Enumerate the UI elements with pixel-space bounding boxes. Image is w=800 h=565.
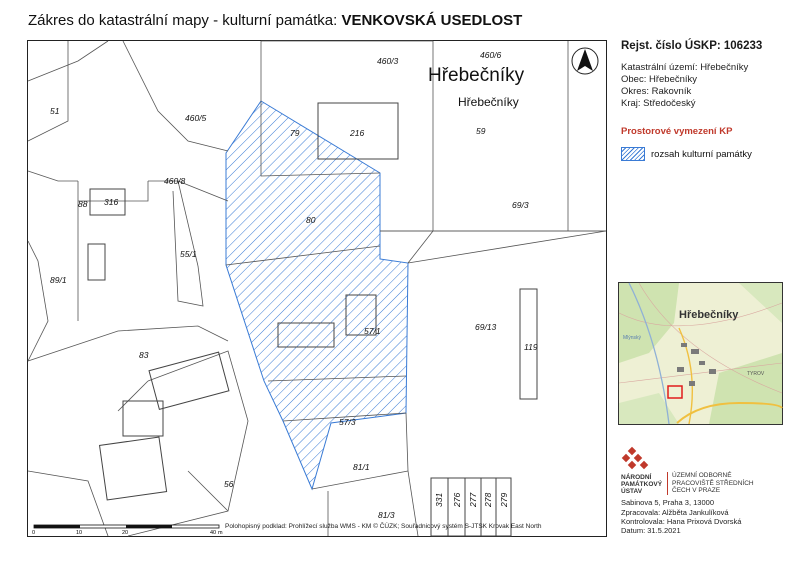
parcel-88: 88	[78, 199, 88, 209]
overview-map[interactable]	[618, 282, 783, 425]
credit-line: Datum: 31.5.2021	[621, 526, 681, 535]
npu-logo-icon	[621, 448, 651, 472]
parcel-69-13: 69/13	[475, 322, 497, 332]
parcel-81-3: 81/3	[378, 510, 395, 520]
registration-number: Rejst. číslo ÚSKP: 106233	[621, 40, 763, 52]
scale-tick-40: 40	[210, 530, 217, 536]
credit-line: Kontrolovala: Hana Prixová Dvorská	[621, 517, 742, 526]
place-name-large: Hřebečníky	[428, 65, 525, 86]
parcel-276: 276	[452, 492, 462, 507]
scale-tick-10: 10	[76, 530, 83, 536]
parcel-278: 278	[483, 492, 493, 507]
parcel-460-6: 460/6	[480, 50, 502, 60]
legend-title: Prostorové vymezení KP	[621, 126, 733, 137]
meta-line: Kraj: Středočeský	[621, 98, 696, 109]
parcel-83: 83	[139, 350, 149, 360]
overview-label: Hřebečníky	[679, 309, 739, 321]
institution-name-line: PAMÁTKOVÝ	[621, 481, 663, 488]
parcel-79: 79	[290, 128, 300, 138]
overview-canvas	[619, 283, 782, 424]
info-panel	[611, 40, 781, 535]
meta-line: Okres: Rakovník	[621, 86, 692, 97]
title-prefix: Zákres do katastrální mapy - kulturní památka:	[28, 12, 338, 29]
overview-label-small: Mlýnský	[623, 335, 642, 341]
parcel-331: 331	[434, 492, 444, 507]
parcel-80: 80	[306, 215, 316, 225]
parcel-316: 316	[104, 197, 119, 207]
overview-label-right: TYROV	[747, 371, 765, 377]
scale-unit: m	[218, 530, 223, 536]
parcel-119: 119	[524, 342, 538, 352]
parcel-460-5: 460/5	[185, 113, 207, 123]
parcel-69-3: 69/3	[512, 200, 529, 210]
credits	[621, 508, 741, 535]
place-name-small: Hřebečníky	[458, 95, 519, 109]
institution-name	[621, 474, 662, 495]
institution-sub-line: ÚZEMNÍ ODBORNÉ	[672, 472, 732, 479]
north-arrow-icon	[572, 48, 598, 74]
parcel-279: 279	[499, 492, 509, 507]
scale-tick-0: 0	[32, 530, 36, 536]
meta-line: Katastrální území: Hřebečníky	[621, 62, 749, 73]
legend-item-label: rozsah kulturní památky	[651, 148, 752, 160]
parcel-59: 59	[476, 126, 486, 136]
parcel-55-1: 55/1	[180, 249, 197, 259]
map-canvas	[28, 41, 606, 536]
map-title	[28, 12, 522, 29]
institution-sub-line: ČECH V PRAZE	[672, 487, 721, 494]
parcel-460-3: 460/3	[377, 56, 399, 66]
meta-line: Obec: Hřebečníky	[621, 74, 698, 85]
institution-sub-line: PRACOVIŠTĚ STŘEDNÍCH	[672, 479, 754, 487]
parcel-81-1: 81/1	[353, 462, 370, 472]
institution-logo	[619, 448, 784, 498]
institution-name-line: ÚSTAV	[621, 488, 643, 495]
institution-name-line: NÁRODNÍ	[621, 474, 652, 481]
cadastral-info	[621, 62, 748, 110]
legend-item	[621, 147, 752, 161]
credit-line: Zpracovala: Alžběta Jankulíková	[621, 508, 729, 517]
parcel-460-8: 460/8	[164, 176, 186, 186]
institution-department	[667, 472, 754, 495]
parcel-56: 56	[224, 479, 234, 489]
cadastral-map[interactable]	[27, 40, 607, 537]
parcel-51: 51	[50, 106, 60, 116]
parcel-277: 277	[468, 492, 478, 507]
scale-tick-20: 20	[122, 530, 129, 536]
hatch-swatch-icon	[621, 147, 645, 161]
institution-address: Sabinova 5, Praha 3, 13000	[621, 498, 714, 507]
title-name: VENKOVSKÁ USEDLOST	[341, 12, 523, 29]
parcel-57-1: 57/1	[364, 326, 381, 336]
parcel-216: 216	[350, 128, 365, 138]
parcel-57-3: 57/3	[339, 417, 356, 427]
map-source: Polohopisný podklad: Prohlížecí služba WMS - KM © ČÚZK; Souřadnicový systém S-JTSK Krovak East North	[225, 523, 542, 530]
parcel-89-1: 89/1	[50, 275, 67, 285]
scale-bar	[32, 521, 223, 536]
